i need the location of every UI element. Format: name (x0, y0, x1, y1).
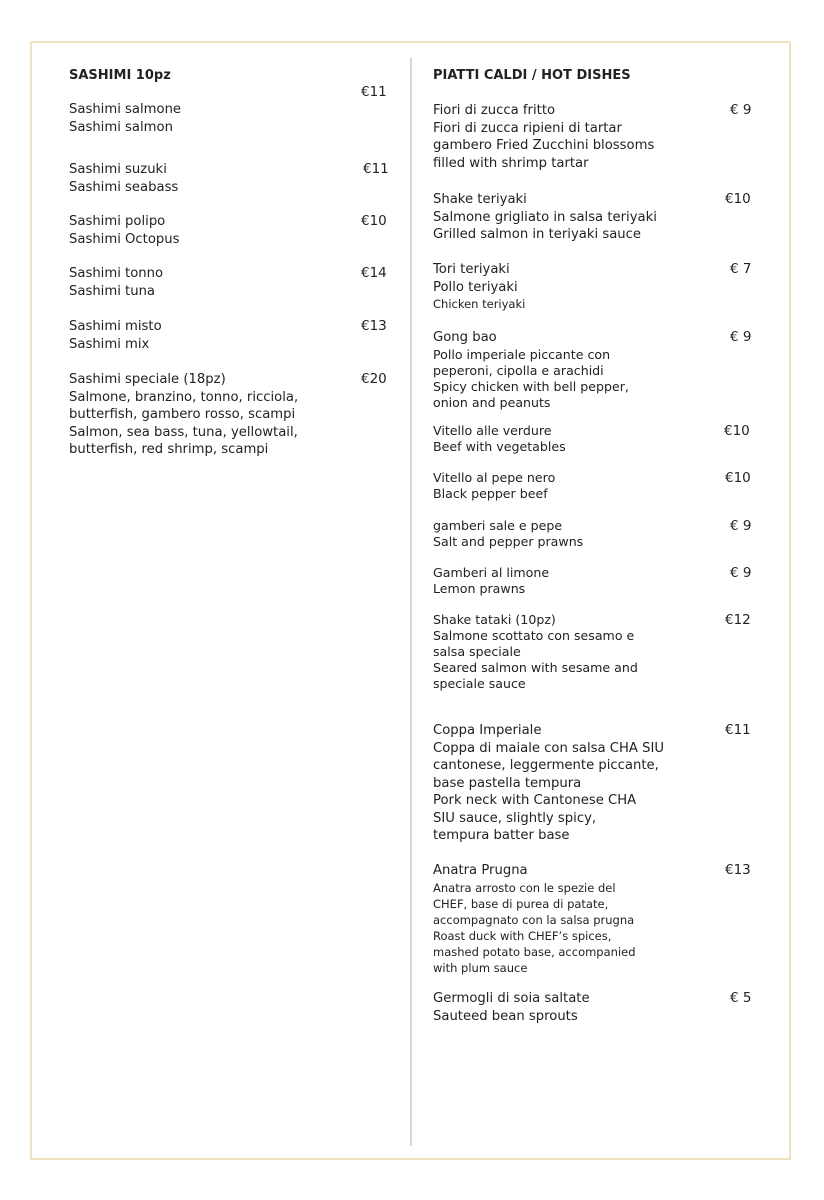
item-price: €13 (725, 862, 751, 878)
item-description: accompagnato con la salsa prugna (433, 912, 635, 927)
item-description: Coppa di maiale con salsa CHA SIU (433, 740, 665, 756)
item-price: €12 (725, 612, 751, 628)
menu-item (69, 265, 394, 300)
item-description: base pastella tempura (433, 775, 582, 791)
menu-item (433, 612, 755, 692)
menu-item (69, 371, 394, 459)
menu-item (433, 191, 755, 244)
item-translation: Black pepper beef (433, 486, 548, 501)
item-description: cantonese, leggermente piccante, (433, 758, 659, 773)
item-price: €11 (361, 84, 387, 100)
item-translation: Beef with vegetables (433, 439, 566, 454)
item-translation: Salt and pepper prawns (433, 534, 584, 549)
item-description: Grilled salmon in teriyaki sauce (433, 227, 642, 242)
item-price: €10 (725, 470, 751, 486)
item-name: Tori teriyaki (433, 262, 510, 277)
item-description: Pork neck with Cantonese CHA (433, 793, 637, 808)
item-name: Shake tataki (10pz) (433, 612, 556, 627)
item-description: Pollo imperiale piccante con (433, 346, 611, 362)
menu-item (433, 518, 755, 550)
section-heading-hot-dishes: PIATTI CALDI / HOT DISHES (433, 68, 631, 83)
menu-item (433, 470, 755, 502)
item-name: Vitello al pepe nero (433, 470, 556, 485)
item-translation: Chicken teriyaki (433, 297, 526, 311)
item-name: Sashimi misto (69, 319, 162, 334)
item-translation: Sashimi tuna (69, 283, 156, 299)
item-name: Coppa Imperiale (433, 723, 542, 738)
item-name: Gamberi al limone (433, 565, 550, 580)
item-translation: Sashimi Octopus (69, 231, 180, 247)
menu-item (433, 261, 755, 312)
item-price: € 5 (730, 990, 752, 1006)
item-translation: Sashimi seabass (69, 179, 179, 195)
item-translation: Lemon prawns (433, 581, 526, 596)
item-description: CHEF, base di purea di patate, (433, 896, 609, 911)
item-name: Sashimi suzuki (69, 162, 167, 177)
item-description: butterfish, gambero rosso, scampi (69, 407, 296, 422)
item-price: €14 (361, 265, 387, 281)
menu-item (433, 329, 755, 411)
item-name: Sashimi polipo (69, 214, 166, 229)
item-name: Anatra Prugna (433, 863, 528, 878)
menu-item (433, 722, 755, 845)
item-description: Roast duck with CHEF’s spices, (433, 928, 612, 943)
item-translation: Sauteed bean sprouts (433, 1008, 578, 1024)
item-description: onion and peanuts (433, 394, 551, 410)
item-name: Sashimi tonno (69, 266, 164, 281)
item-name: gamberi sale e pepe (433, 518, 563, 533)
menu-item (433, 990, 755, 1025)
item-price: €11 (725, 722, 751, 738)
item-description: tempura batter base (433, 828, 570, 843)
item-price: €20 (361, 371, 387, 387)
item-description: Spicy chicken with bell pepper, (433, 378, 629, 394)
item-description: Pollo teriyaki (433, 279, 518, 295)
item-price: € 9 (730, 565, 752, 581)
menu-item (69, 213, 394, 248)
menu-item (433, 862, 755, 976)
section-heading-sashimi: SASHIMI 10pz (69, 68, 171, 83)
menu-item (433, 423, 755, 455)
item-name: Sashimi salmone (69, 102, 182, 117)
menu-item (433, 102, 755, 172)
item-name: Fiori di zucca fritto (433, 103, 556, 118)
item-price: €13 (361, 318, 387, 334)
item-name: Gong bao (433, 330, 497, 345)
item-description: Seared salmon with sesame and (433, 660, 638, 675)
item-description: mashed potato base, accompanied (433, 944, 636, 959)
item-description: Salmone scottato con sesamo e (433, 628, 635, 643)
item-price: €10 (725, 191, 751, 207)
item-description: Fiori di zucca ripieni di tartar (433, 120, 622, 136)
item-price: €10 (361, 213, 387, 229)
menu-item (69, 84, 394, 136)
item-description: filled with shrimp tartar (433, 155, 589, 171)
item-description: speciale sauce (433, 676, 526, 691)
item-description: SIU sauce, slightly spicy, (433, 810, 597, 826)
item-price: € 7 (730, 261, 752, 277)
item-price: € 9 (730, 518, 752, 534)
item-translation: Sashimi salmon (69, 119, 173, 135)
menu-item (433, 565, 755, 597)
item-name: Sashimi speciale (18pz) (69, 372, 226, 387)
item-description: butterfish, red shrimp, scampi (69, 442, 269, 457)
item-name: Shake teriyaki (433, 192, 527, 207)
item-description: Salmone grigliato in salsa teriyaki (433, 209, 657, 225)
item-translation: Sashimi mix (69, 336, 150, 352)
item-description: salsa speciale (433, 644, 521, 659)
menu-item (69, 161, 394, 196)
item-price: €10 (724, 423, 750, 439)
item-name: Vitello alle verdure (433, 423, 552, 438)
item-description: Salmon, sea bass, tuna, yellowtail, (69, 424, 298, 440)
item-description: gambero Fried Zucchini blossoms (433, 138, 655, 153)
item-description: Salmone, branzino, tonno, ricciola, (69, 389, 299, 405)
item-price: € 9 (730, 102, 752, 118)
column-divider (410, 58, 412, 1146)
item-name: Germogli di soia saltate (433, 991, 590, 1006)
item-price: €11 (363, 161, 389, 177)
item-price: € 9 (730, 329, 752, 345)
menu-item (69, 318, 394, 353)
item-description: with plum sauce (433, 960, 528, 975)
item-description: peperoni, cipolla e arachidi (433, 362, 604, 378)
item-description: Anatra arrosto con le spezie del (433, 880, 616, 895)
